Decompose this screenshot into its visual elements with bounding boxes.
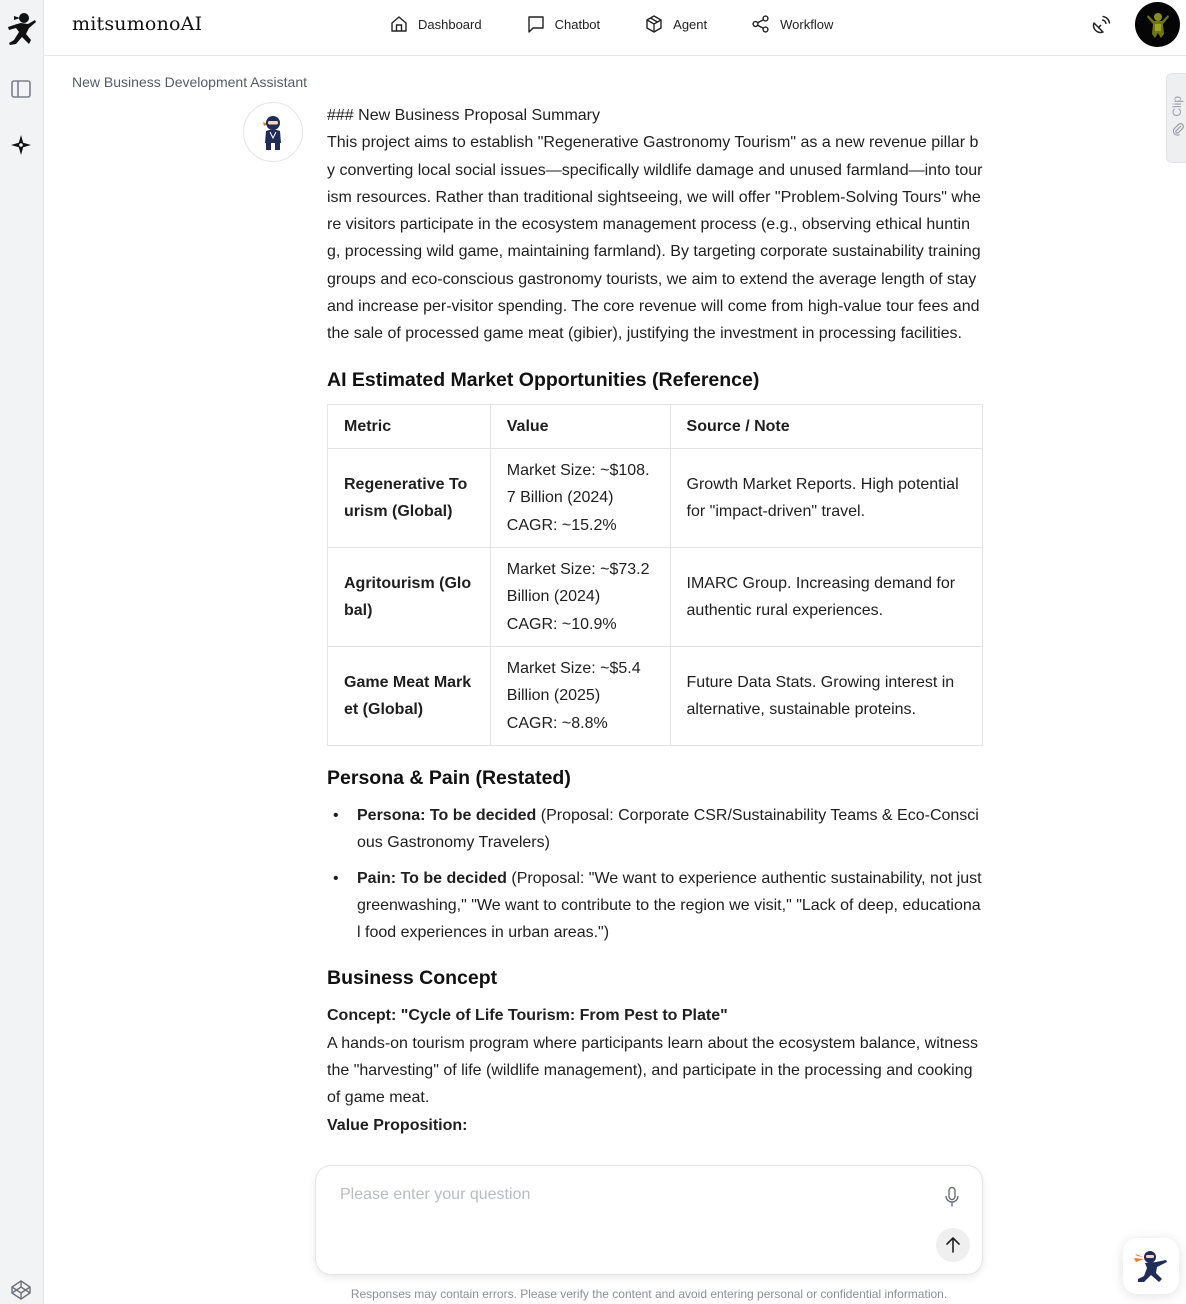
table-row bbox=[328, 448, 983, 547]
market-size: Market Size: ~$108.7 Billion (2024) bbox=[506, 462, 650, 507]
market-heading: AI Estimated Market Opportunities (Reference) bbox=[327, 368, 760, 391]
codepen-button[interactable] bbox=[7, 1276, 35, 1304]
question-input[interactable] bbox=[340, 1186, 920, 1246]
toggle-panel-button[interactable] bbox=[7, 75, 35, 103]
ninja-mascot-icon bbox=[1132, 1248, 1170, 1284]
column-header-metric: Metric bbox=[328, 404, 491, 448]
paperclip-icon bbox=[1171, 122, 1185, 136]
assistant-name: New Business Development Assistant bbox=[72, 74, 307, 90]
shuriken-icon bbox=[10, 134, 32, 156]
market-size: Market Size: ~$5.4 Billion (2025) bbox=[506, 660, 641, 705]
nav-workflow[interactable] bbox=[751, 14, 833, 34]
cube-icon bbox=[644, 14, 664, 34]
send-button[interactable] bbox=[936, 1228, 970, 1262]
market-table bbox=[327, 404, 983, 746]
value-cell bbox=[490, 547, 670, 646]
bot-avatar bbox=[243, 102, 303, 162]
concept-text: A hands-on tourism program where participants learn about the ecosystem balance, witness the "harvesting" of life (wildlife management), and participate in the processing and cooking of game meat. bbox=[327, 1034, 979, 1107]
clip-label: Clip bbox=[1170, 96, 1184, 117]
table-header-row bbox=[328, 404, 983, 448]
ninja-bot-icon bbox=[260, 113, 286, 151]
sidebar-panel-icon bbox=[10, 78, 32, 100]
message-title-line: ### New Business Proposal Summary bbox=[327, 107, 601, 124]
note-cell: Growth Market Reports. High potential for "impact-driven" travel. bbox=[670, 448, 982, 547]
top-bar bbox=[44, 0, 1186, 56]
column-header-value: Value bbox=[490, 404, 670, 448]
clip-panel-tab[interactable] bbox=[1166, 73, 1186, 163]
persona-text: (Proposal: Corporate CSR/Sustainability Teams & Eco-Conscious Gastronomy Travelers) bbox=[357, 806, 979, 852]
chat-composer bbox=[315, 1165, 983, 1275]
nav-chatbot[interactable] bbox=[526, 14, 601, 34]
floating-assistant-button[interactable] bbox=[1123, 1238, 1179, 1294]
nav-agent-label: Agent bbox=[673, 16, 708, 32]
cagr: CAGR: ~15.2% bbox=[506, 516, 617, 534]
nav-dashboard-label: Dashboard bbox=[418, 16, 482, 32]
value-cell bbox=[490, 646, 670, 745]
value-cell bbox=[490, 448, 670, 547]
arrow-up-icon bbox=[945, 1236, 961, 1254]
pain-label: Pain: To be decided bbox=[357, 869, 507, 887]
ninja-logo-icon[interactable] bbox=[4, 10, 38, 48]
top-right-actions bbox=[1081, 2, 1180, 47]
brand-name[interactable]: mitsumonoAI bbox=[72, 13, 203, 35]
satellite-dish-icon bbox=[1090, 14, 1112, 36]
codepen-icon bbox=[10, 1279, 32, 1301]
cagr: CAGR: ~8.8% bbox=[506, 714, 608, 732]
share-nodes-icon bbox=[751, 14, 771, 34]
ninja-avatar-icon bbox=[1140, 7, 1176, 43]
table-row bbox=[328, 547, 983, 646]
metric-cell: Agritourism (Global) bbox=[328, 547, 491, 646]
list-item bbox=[327, 802, 983, 857]
pain-text: (Proposal: "We want to experience authentic sustainability, not just greenwashing," "We want to contribute to the region we visit," "Lack of deep, educational food experiences in urban areas.") bbox=[357, 869, 982, 942]
microphone-icon bbox=[944, 1186, 960, 1208]
summary-paragraph: This project aims to establish "Regenerative Gastronomy Tourism" as a new revenue pillar by converting local social issues—specifically wildlife damage and unused farmland—into tourism resources. Rather than traditional sightseeing, we will offer "Problem-Solving Tours" where visitors participate in the ecosystem management process (e.g., observing ethical hunting, processing wild game, maintaining farmland). By targeting corporate sustainability training groups and eco-conscious gastronomy tourists, we aim to extend the average length of stay and increase per-visitor spending. The core revenue will come from high-value tour fees and the sale of processed game meat (gibier), justifying the investment in processing facilities. bbox=[327, 134, 983, 343]
user-avatar[interactable] bbox=[1135, 2, 1180, 47]
chat-bubble-icon bbox=[526, 14, 546, 34]
nav-chatbot-label: Chatbot bbox=[554, 16, 601, 32]
persona-heading: Persona & Pain (Restated) bbox=[327, 766, 571, 789]
note-cell: Future Data Stats. Growing interest in alternative, sustainable proteins. bbox=[670, 646, 982, 745]
table-row bbox=[328, 646, 983, 745]
column-header-note: Source / Note bbox=[670, 404, 982, 448]
persona-list bbox=[327, 802, 983, 946]
shuriken-button[interactable] bbox=[7, 131, 35, 159]
left-sidebar bbox=[0, 0, 44, 1304]
nav-agent[interactable] bbox=[644, 14, 707, 34]
metric-cell: Game Meat Market (Global) bbox=[328, 646, 491, 745]
concept-heading: Business Concept bbox=[327, 967, 498, 990]
cagr: CAGR: ~10.9% bbox=[506, 615, 617, 633]
connection-button[interactable] bbox=[1081, 3, 1121, 47]
market-size: Market Size: ~$73.2 Billion (2024) bbox=[506, 561, 650, 606]
concept-title: Concept: "Cycle of Life Tourism: From Pest to Plate" bbox=[327, 1007, 728, 1025]
list-item bbox=[327, 865, 983, 947]
nav-workflow-label: Workflow bbox=[780, 16, 834, 32]
disclaimer-text: Responses may contain errors. Please verify the content and avoid entering personal or confidential information. bbox=[350, 1287, 948, 1301]
persona-label: Persona: To be decided bbox=[357, 806, 537, 824]
note-cell: IMARC Group. Increasing demand for authentic rural experiences. bbox=[670, 547, 982, 646]
assistant-message bbox=[327, 102, 983, 1154]
voice-input-button[interactable] bbox=[940, 1184, 964, 1210]
home-icon bbox=[389, 14, 409, 34]
main-nav bbox=[389, 0, 877, 48]
value-proposition-label: Value Proposition: bbox=[327, 1116, 468, 1134]
metric-cell: Regenerative Tourism (Global) bbox=[328, 448, 491, 547]
nav-dashboard[interactable] bbox=[389, 14, 482, 34]
